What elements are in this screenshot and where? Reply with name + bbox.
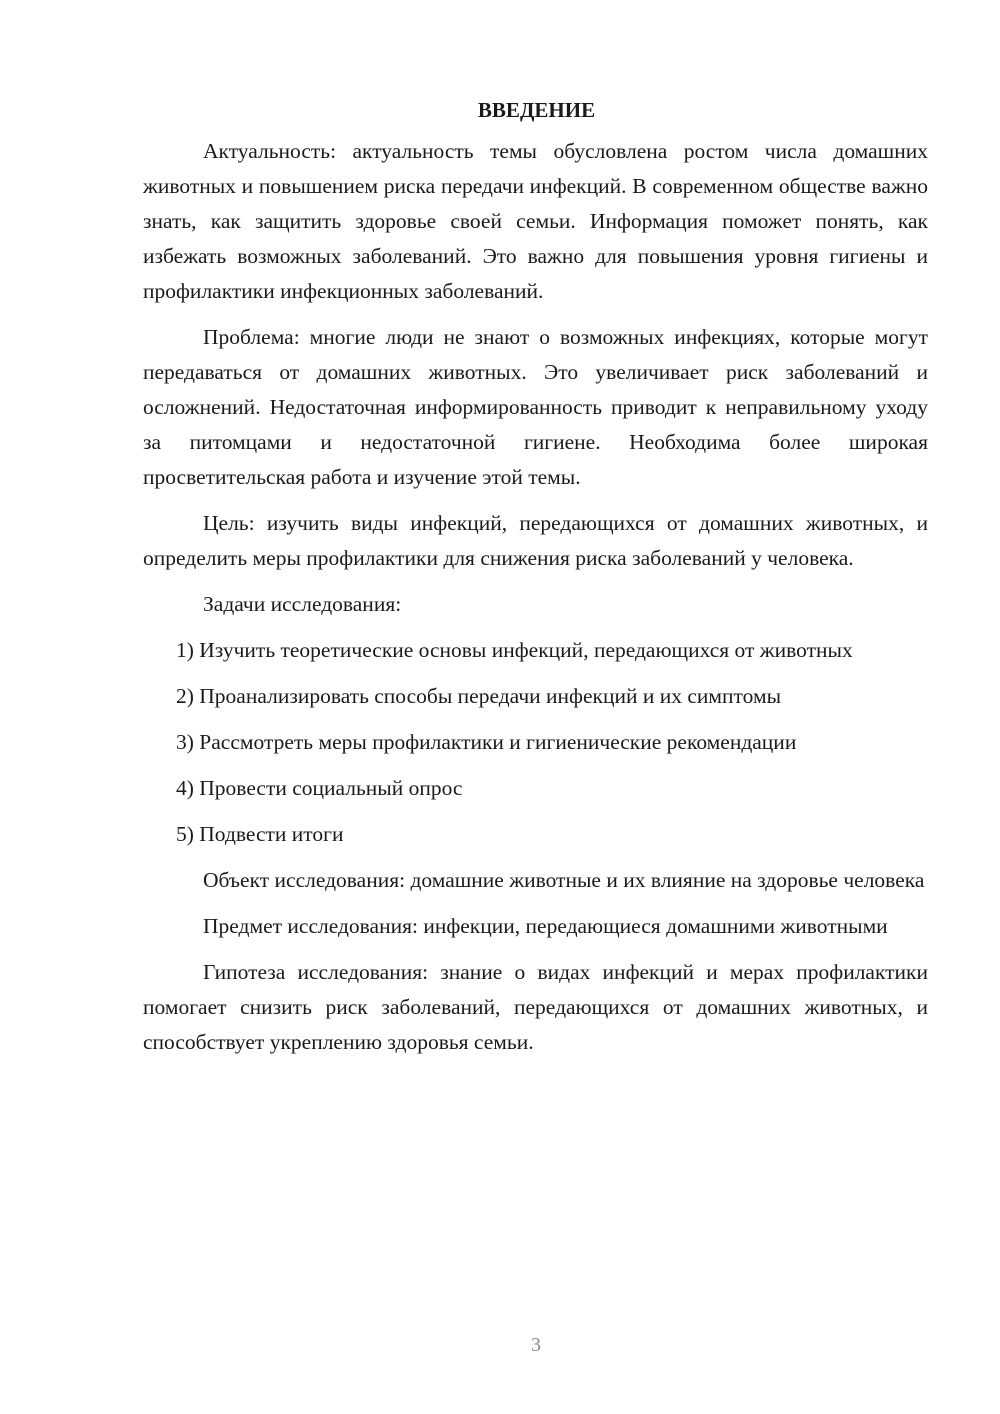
- tasks-title: Задачи исследования:: [203, 592, 402, 616]
- paragraph-problem: Проблема: многие люди не знают о возможных инфекциях, которые могут передаваться от домашних животных. Это увеличивает риск заболеваний и осложнений. Недостаточная информированность приводит к неправильному уходу за питомцами и недостаточной гигиене. Необходима более широкая просветительская работа и изучение этой темы.: [143, 325, 928, 489]
- task-item-1: 1) Изучить теоретические основы инфекций, передающихся от животных: [176, 638, 853, 662]
- paragraph-goal: Цель: изучить виды инфекций, передающихся от домашних животных, и определить меры профилактики для снижения риска заболеваний у человека.: [143, 511, 928, 570]
- paragraph-hypothesis: Гипотеза исследования: знание о видах инфекций и мерах профилактики помогает снизить риск заболеваний, передающихся от домашних животных, и способствует укреплению здоровья семьи.: [143, 960, 928, 1054]
- task-item-3: 3) Рассмотреть меры профилактики и гигиенические рекомендации: [176, 730, 797, 754]
- task-item-4: 4) Провести социальный опрос: [176, 776, 463, 800]
- page-number: 3: [531, 1334, 541, 1356]
- section-heading: ВВЕДЕНИЕ: [477, 98, 596, 122]
- task-item-5: 5) Подвести итоги: [176, 822, 344, 846]
- task-item-2: 2) Проанализировать способы передачи инфекций и их симптомы: [176, 684, 782, 708]
- paragraph-research-subject: Предмет исследования: инфекции, передающиеся домашними животными: [203, 914, 888, 938]
- paragraph-research-object: Объект исследования: домашние животные и их влияние на здоровье человека: [203, 868, 925, 892]
- paragraph-relevance: Актуальность: актуальность темы обусловлена ростом числа домашних животных и повышением риска передачи инфекций. В современном обществе важно знать, как защитить здоровье своей семьи. Информация поможет понять, как избежать возможных заболеваний. Это важно для повышения уровня гигиены и профилактики инфекционных заболеваний.: [143, 139, 928, 303]
- document-page: [143, 96, 928, 1071]
